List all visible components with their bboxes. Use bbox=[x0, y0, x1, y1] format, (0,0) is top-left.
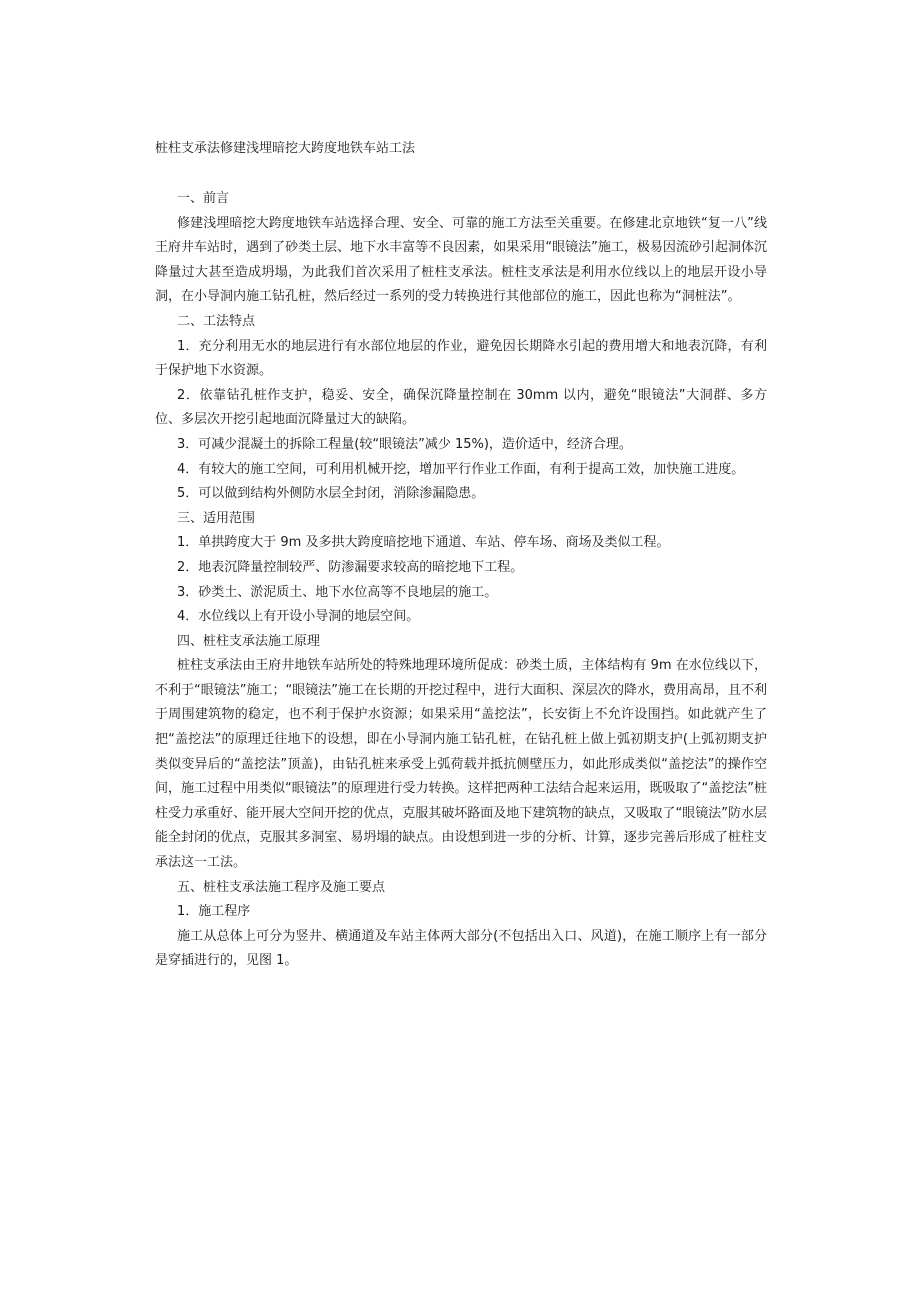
section-heading-features: 二、工法特点 bbox=[177, 313, 256, 329]
section-heading-principle: 四、桩柱支承法施工原理 bbox=[177, 633, 321, 649]
section-heading-preface: 一、前言 bbox=[177, 191, 230, 206]
subsection-heading-procedure: 1．施工程序 bbox=[177, 904, 251, 920]
paragraph-procedure: 施工从总体上可分为竖井、横通道及车站主体两大部分(不包括出入口、风道)，在施工顺序上有一部分是穿插进行的，见图 1。 bbox=[155, 928, 767, 969]
paragraph-preface: 修建浅埋暗挖大跨度地铁车站选择合理、安全、可靠的施工方法至关重要。在修建北京地铁“复一八”线王府井车站时，遇到了砂类土层、地下水丰富等不良因素，如果采用“眼镜法”施工，极易因流砂引起洞体沉降量过大甚至造成坍塌，为此我们首次采用了桩柱支承法。桩柱支承法是利用水位线以上的地层开设小导洞，在小导洞内施工钻孔桩，然后经过一系列的受力转换进行其他部位的施工，因此也称为“洞桩法”。 bbox=[155, 215, 767, 305]
feature-item-1: 1．充分利用无水的地层进行有水部位地层的作业，避免因长期降水引起的费用增大和地表沉降，有利于保护地下水资源。 bbox=[155, 338, 767, 379]
document-page bbox=[155, 136, 767, 974]
scope-item-2: 2．地表沉降量控制较严、防渗漏要求较高的暗挖地下工程。 bbox=[177, 559, 524, 575]
feature-item-4: 4．有较大的施工空间，可利用机械开挖，增加平行作业工作面，有利于提高工效，加快施工进度。 bbox=[177, 461, 745, 477]
document-title: 桩柱支承法修建浅埋暗挖大跨度地铁车站工法 bbox=[155, 141, 416, 156]
feature-item-5: 5．可以做到结构外侧防水层全封闭，消除渗漏隐患。 bbox=[177, 486, 485, 502]
paragraph-principle: 桩柱支承法由王府井地铁车站所处的特殊地理环境所促成：砂类土质，主体结构有 9m 在水位线以下，不利于“眼镜法”施工；“眼镜法”施工在长期的开挖过程中，进行大面积、深层次的降水，费用高昂，且不利于周围建筑物的稳定，也不利于保护水资源；如果采用“盖挖法”，长安街上不允许设围挡。如此就产生了把“盖挖法”的原理迁往地下的设想，即在小导洞内施工钻孔桩，在钻孔桩上做上弧初期支护(上弧初期支护类似变异后的“盖挖法”顶盖)，由钻孔桩来承受上弧荷载并抵抗侧壁压力，如此形成类似“盖挖法”的操作空间，施工过程中用类似“眼镜法”的原理进行受力转换。这样把两种工法结合起来运用，既吸取了“盖挖法”桩柱受力承重好、能开展大空间开挖的优点，克服其破坏路面及地下建筑物的缺点，又吸取了“眼镜法”防水层能全封闭的优点，克服其多洞室、易坍塌的缺点。由设想到进一步的分析、计算，逐步完善后形成了桩柱支承法这一工法。 bbox=[155, 658, 767, 871]
scope-item-1: 1．单拱跨度大于 9m 及多拱大跨度暗挖地下通道、车站、停车场、商场及类似工程。 bbox=[177, 535, 670, 551]
feature-item-2: 2．依靠钻孔桩作支护，稳妥、安全，确保沉降量控制在 30mm 以内，避免“眼镜法”大洞群、多方位、多层次开挖引起地面沉降量过大的缺陷。 bbox=[155, 387, 767, 428]
section-heading-scope: 三、适用范围 bbox=[177, 510, 256, 526]
section-heading-procedure: 五、桩柱支承法施工程序及施工要点 bbox=[177, 879, 386, 895]
document-body bbox=[155, 187, 767, 974]
feature-item-3: 3．可减少混凝土的拆除工程量(较“眼镜法”减少 15%)，造价适中，经济合理。 bbox=[177, 436, 632, 452]
scope-item-4: 4．水位线以上有开设小导洞的地层空间。 bbox=[177, 609, 420, 625]
scope-item-3: 3．砂类土、淤泥质土、地下水位高等不良地层的施工。 bbox=[177, 584, 498, 600]
